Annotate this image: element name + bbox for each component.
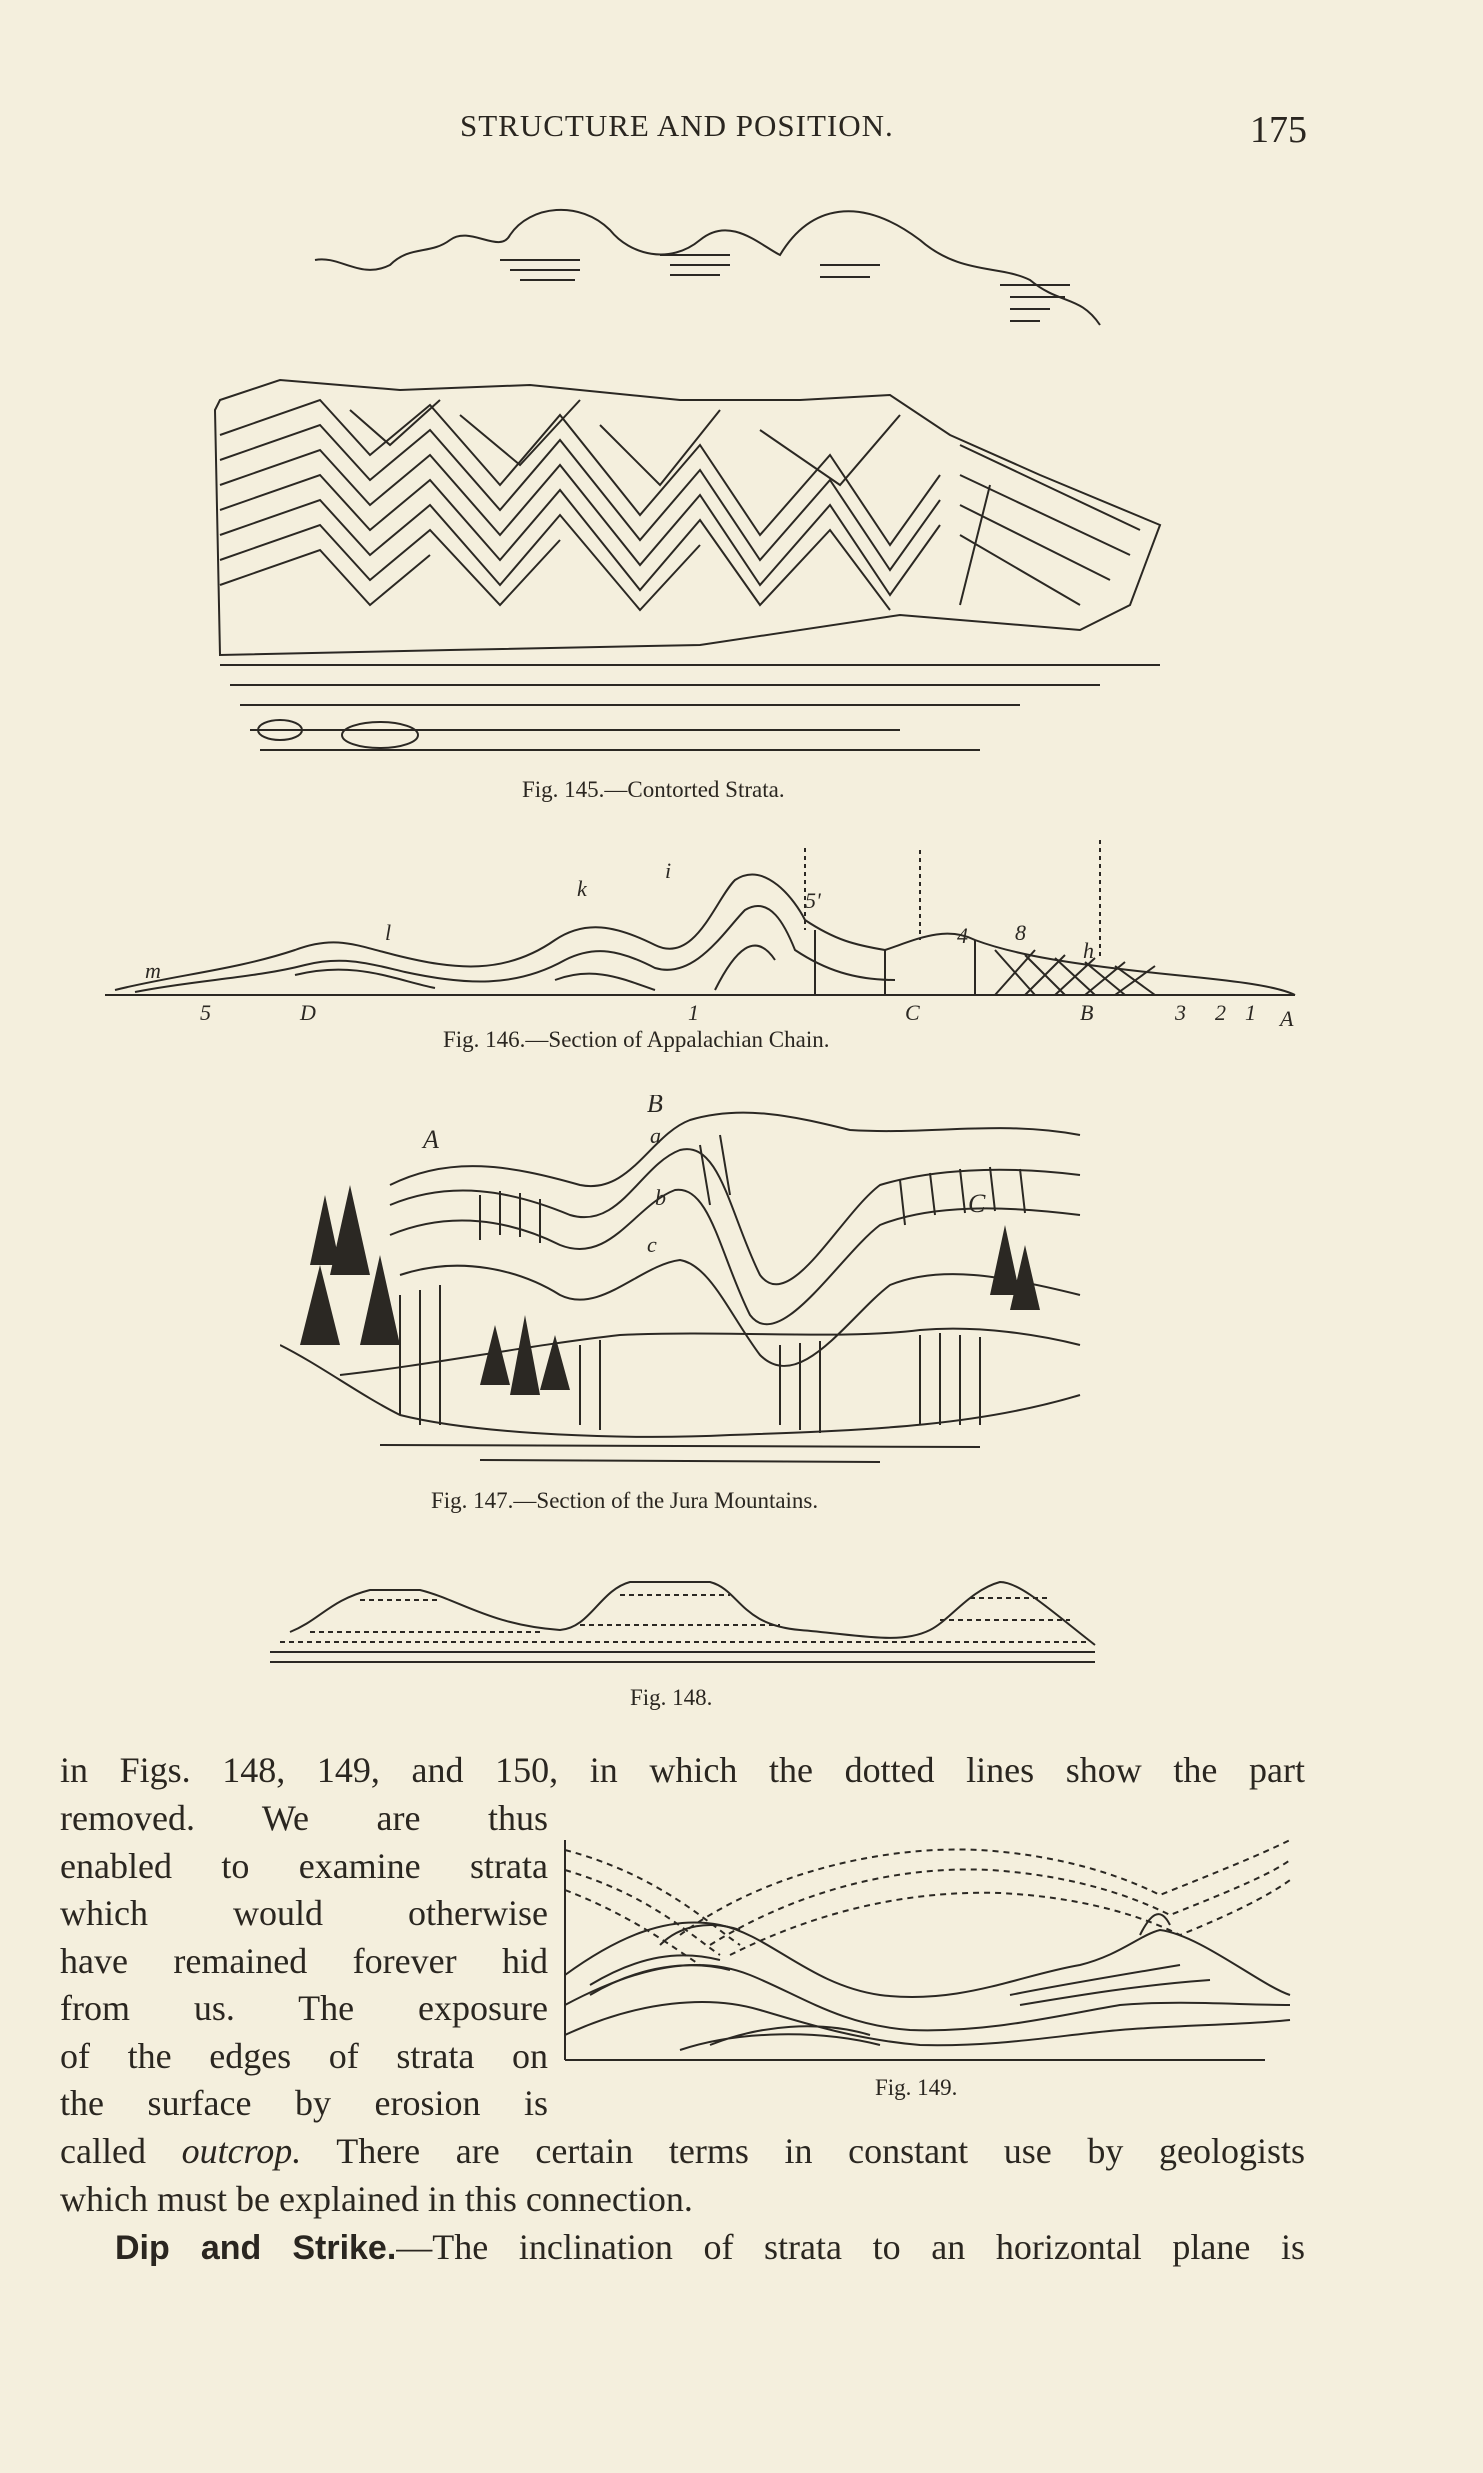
body-called-outcrop: outcrop. [181,2131,302,2171]
body-narrow-line-6: of the edges of strata on [60,2035,548,2076]
body-line-1: in Figs. 148, 149, and 150, in which the dotted lines show the part [60,1750,1305,1790]
body-line-which: which must be explained in this connection. [60,2179,693,2219]
fig146-label-5: 5 [200,1000,211,1025]
fig146-label-A: A [1280,1006,1294,1031]
figure-147-caption: Fig. 147.—Section of the Jura Mountains. [431,1488,819,1513]
fig146-label-3: 3 [1175,1000,1186,1025]
figure-148-eroded-folds [260,1570,1105,1670]
figure-146-appalachian-section [95,840,1315,1040]
body-narrow-line-5: from us. The exposure [60,1988,548,2028]
body-line-called [60,2128,1305,2176]
body-narrow-line-7: the surface by erosion is [60,2083,548,2123]
body-narrow-line-4: have remained forever hid [60,1940,548,1981]
fig146-label-D: D [300,1000,316,1025]
fig146-label-B: B [1080,1000,1094,1025]
figure-149-dotted-strata [560,1835,1295,2065]
fig146-label-i: i [665,858,672,883]
fig146-label-k: k [577,876,587,901]
figure-147-jura-section [280,1095,1100,1475]
fig146-label-5prime: 5' [805,888,821,913]
body-narrow-column [60,1795,548,2128]
running-head: STRUCTURE AND POSITION. [460,108,894,143]
fig147-label-c: c [647,1232,657,1257]
fig147-label-a: a [650,1123,661,1148]
fig146-label-1b: 1 [1245,1000,1256,1025]
fig147-label-A: A [423,1125,439,1154]
fig146-label-2: 2 [1215,1000,1226,1025]
figure-146-caption: Fig. 146.—Section of Appalachian Chain. [443,1027,830,1052]
dip-and-strike-text: —The inclination of strata to an horizontal plane is [396,2227,1305,2267]
fig147-label-C: C [968,1189,986,1218]
fig146-label-l: l [385,920,392,945]
body-called-pre: called [60,2131,182,2171]
fig146-label-h: h [1083,938,1094,963]
dip-and-strike-heading: Dip and Strike. [115,2229,397,2267]
fig147-label-B: B [647,1095,663,1118]
fig147-label-b: b [655,1185,666,1210]
fig146-label-4: 4 [957,923,968,948]
figure-145-contorted-strata [200,185,1190,765]
figure-148-caption: Fig. 148. [630,1685,713,1710]
figure-149-caption: Fig. 149. [875,2075,958,2100]
fig146-label-1a: 1 [688,1000,699,1025]
body-narrow-line-2: enabled to examine strata [60,1845,548,1886]
body-narrow-line-1: removed. We are thus [60,1798,548,1838]
page-number: 175 [1250,109,1307,151]
fig146-label-m: m [145,958,161,983]
body-line-dip [115,2224,1305,2273]
figure-145-caption: Fig. 145.—Contorted Strata. [522,777,785,802]
fig146-label-8: 8 [1015,920,1026,945]
body-called-post: There are certain terms in constant use by geologists [301,2131,1305,2171]
body-narrow-line-3: which would otherwise [60,1893,548,1933]
fig146-label-C: C [905,1000,920,1025]
